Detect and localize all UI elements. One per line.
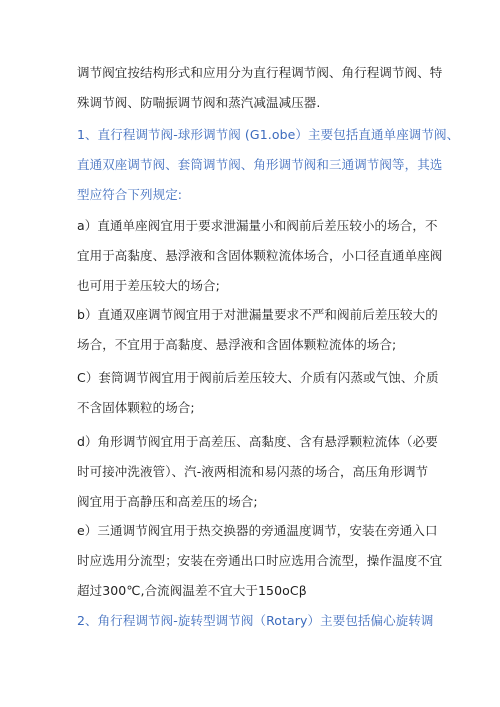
text-line: 调节阀宜按结构形式和应用分为直行程调节阀、角行程调节阀、特 <box>77 65 443 80</box>
text-line: 超过300℃,合流阀温差不宜大于150oCβ <box>77 583 307 598</box>
text-line: 2、角行程调节阀-旋转型调节阀（Rotary）主要包括偏心旋转调 <box>77 613 434 628</box>
text-line: 不含固体颗粒的场合; <box>77 400 195 415</box>
section-1-heading <box>77 120 460 210</box>
section-2-heading <box>77 606 433 636</box>
item-e-paragraph <box>77 516 443 606</box>
text-line: 时应选用分流型；安装在旁通出口时应选用合流型，操作温度不宜 <box>77 553 443 568</box>
text-line: 时可接冲洗液管）、汽-液两相流和易闪蒸的场合，高压角形调节 <box>77 464 429 479</box>
text-line: d）角形调节阀宜用于高差压、高黏度、含有悬浮颗粒流体（必要 <box>77 434 438 449</box>
text-line: 1、直行程调节阀-球形调节阀 (G1.obe）主要包括直通单座调节阀、 <box>77 127 460 142</box>
text-line: 阀宜用于高静压和高差压的场合; <box>77 494 258 509</box>
text-line: 型应符合下列规定: <box>77 187 183 202</box>
text-line: C）套筒调节阀宜用于阀前后差压较大、介质有闪蒸或气蚀、介质 <box>77 370 439 385</box>
item-c-paragraph <box>77 363 439 423</box>
text-line: b）直通双座调节阀宜用于对泄漏量要求不严和阀前后差压较大的 <box>77 307 438 322</box>
text-line: 宜用于高黏度、悬浮液和含固体颗粒流体场合，小口径直通单座阀 <box>77 248 443 263</box>
text-line: a）直通单座阀宜用于要求泄漏量小和阀前后差压较小的场合，不 <box>77 218 438 233</box>
item-d-paragraph <box>77 427 438 517</box>
item-a-paragraph <box>77 211 443 301</box>
text-line: 场合，不宜用于高黏度、悬浮液和含固体颗粒流体的场合; <box>77 337 397 352</box>
intro-paragraph <box>77 58 443 118</box>
item-b-paragraph <box>77 300 438 360</box>
text-line: 也可用于差压较大的场合; <box>77 278 220 293</box>
text-line: 殊调节阀、防喘振调节阀和蒸汽减温减压器. <box>77 95 321 110</box>
text-line: 直通双座调节阀、套筒调节阀、角形调节阀和三通调节阀等，其选 <box>77 157 443 172</box>
text-line: e）三通调节阀宜用于热交换器的旁通温度调节，安装在旁通入口 <box>77 523 438 538</box>
